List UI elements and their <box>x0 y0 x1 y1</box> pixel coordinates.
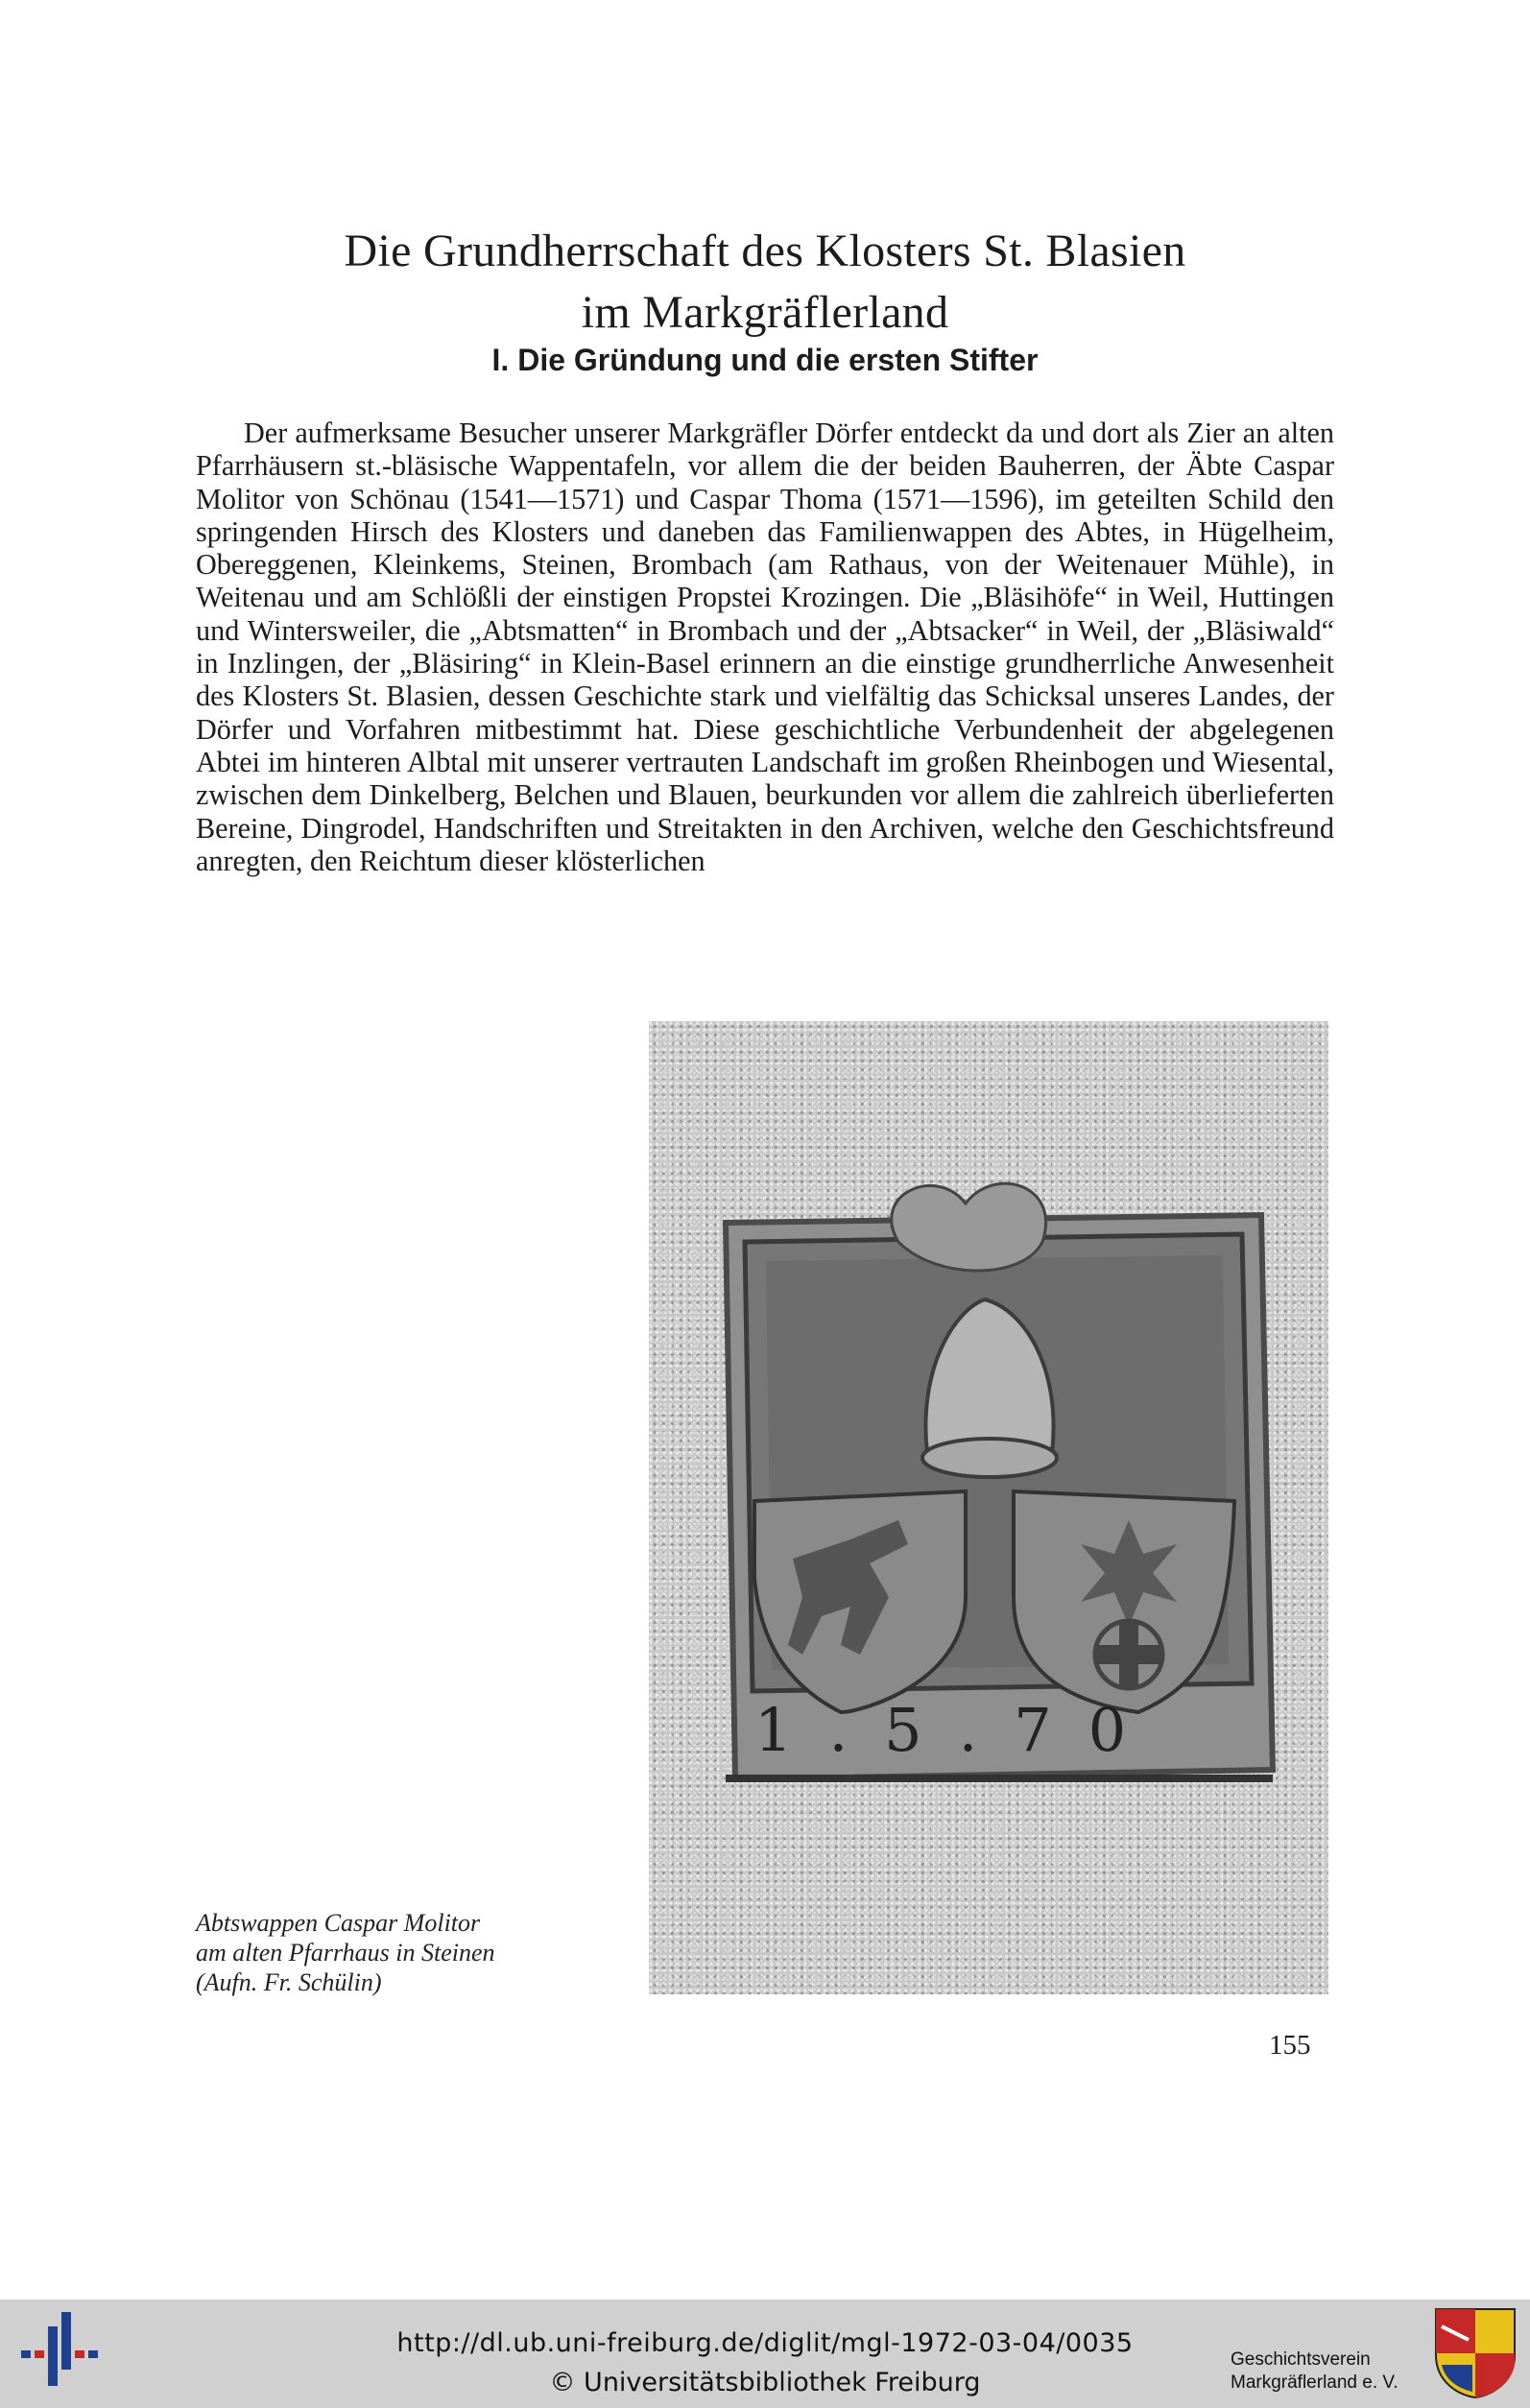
plaque-year: 1.5.70 <box>754 1695 1163 1765</box>
coat-of-arms-photo <box>649 1021 1328 1994</box>
footer-url-link[interactable]: http://dl.ub.uni-freiburg.de/diglit/mgl-1972-03-04/0035 <box>396 2328 1134 2358</box>
body-text <box>196 417 1334 877</box>
page-title-line-2: im Markgräflerland <box>581 287 949 339</box>
society-name-line-2: Markgräflerland e. V. <box>1231 2372 1399 2393</box>
page-number: 155 <box>1269 2030 1311 2061</box>
society-name <box>1231 2348 1422 2395</box>
caption-line-3: (Aufn. Fr. Schülin) <box>196 1968 382 1996</box>
footer-copyright: © Universitätsbibliothek Freiburg <box>549 2368 981 2397</box>
body-paragraph: Der aufmerksame Besucher unserer Markgräfler Dörfer entdeckt da und dort als Zier an alten Pfarrhäusern st.-bläsische Wappentafeln, vor allem die der beiden Bauherren, der Äbte Caspar Molitor von Schönau (1541—1571) und Caspar Thoma (1571—1596), im geteilten Schild den springenden Hirsch des Klosters und daneben das Familienwappen des Abtes, in Hügelheim, Obereggenen, Kleinkems, Steinen, Brombach (am Rathaus, von der Weitenauer Mühle), in Weitenau und am Schlößli der einstigen Propstei Krozingen. Die „Bläsihöfe“ in Weil, Huttingen und Wintersweiler, die „Abtsmatten“ in Brombach und der „Abtsacker“ in Weil, der „Bläsiwald“ in Inzlingen, der „Bläsiring“ in Klein-Basel erinnern an die einstige grundherrliche Anwesenheit des Klosters St. Blasien, dessen Geschichte stark und vielfältig das Schicksal unseres Landes, der Dörfer und Vorfahren mitbestimmt hat. Diese geschichtliche Verbundenheit der abgelegenen Abtei im hinteren Albtal mit unserer vertrauten Landschaft im großen Rheinbogen und Wiesental, zwischen dem Dinkelberg, Belchen und Blauen, beurkunden vor allem die zahlreich überlieferten Bereine, Dingrodel, Handschriften und Streitakten in den Archiven, welche den Geschichtsfreund anregten, den Reichtum dieser klösterlichen <box>196 417 1334 877</box>
coat-of-arms-icon[interactable] <box>1434 2307 1517 2404</box>
society-name-line-1: Geschichtsverein <box>1231 2349 1371 2370</box>
page-title <box>0 221 1530 344</box>
page-title-line-1: Die Grundherrschaft des Klosters St. Blasien <box>344 226 1186 277</box>
figure-caption <box>196 1908 618 1997</box>
section-heading: I. Die Gründung und die ersten Stifter <box>491 343 1039 377</box>
caption-line-1: Abtswappen Caspar Molitor <box>196 1909 481 1937</box>
caption-line-2: am alten Pfarrhaus in Steinen <box>196 1939 495 1967</box>
